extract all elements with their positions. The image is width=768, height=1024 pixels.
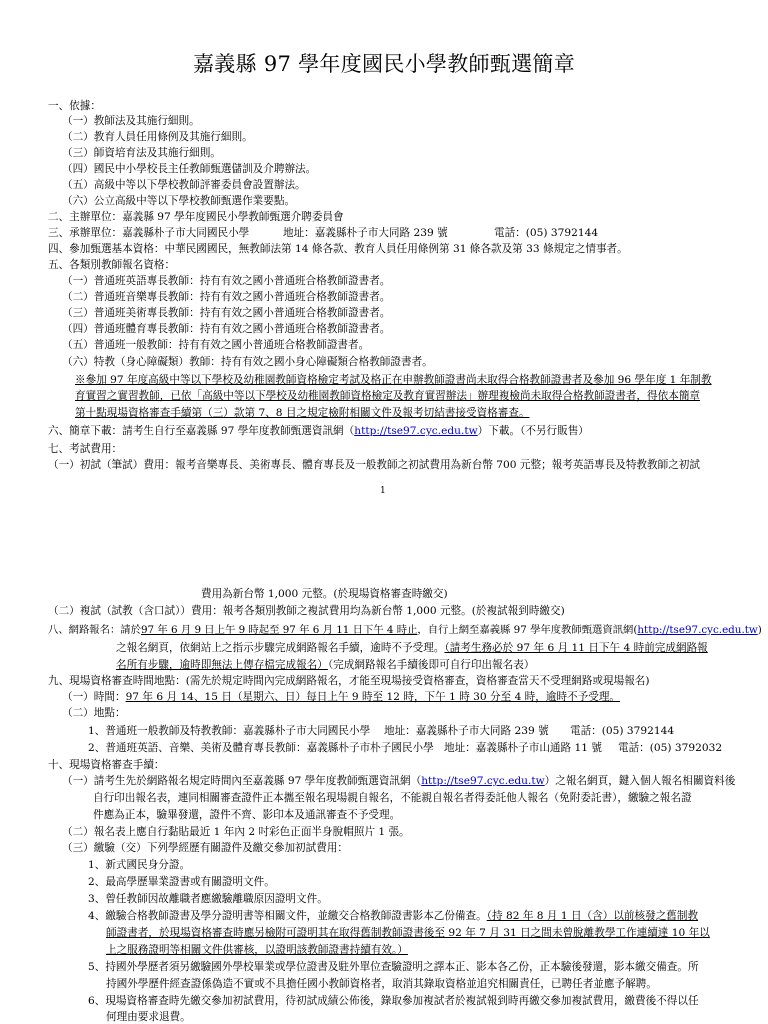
section-10-sub-6: 6、現場資格審查時先繳交參加初試費用，待初試成績公佈後，錄取參加複試者於複試報到時再繳交參加複試費用，繳費後不得以任	[88, 995, 699, 1007]
section-8-heading: 八、網路報名：	[48, 624, 121, 636]
section-7-item-1-cont: 費用為新台幣 1,000 元整。(於現場資格審查時繳交)	[201, 588, 448, 600]
section-9-time-label: （一）時間：	[62, 691, 126, 703]
section-1-item: （六）公立高級中等以下學校教師甄選作業要點。	[62, 195, 296, 207]
section-10-item-1	[62, 775, 735, 788]
section-7-item-2: （二）複試（試教（含口試））費用：報考各類別教師之複試費用均為新台幣 1,000 元整。(於複試報到時繳交)	[48, 605, 565, 617]
section-10-sub-5: 5、持國外學歷者須另繳驗國外學校畢業或學位證書及駐外單位查驗證明之譯本正、影本各乙份，正本驗後發還，影本繳交備查。所	[88, 961, 699, 973]
section-3-address: 地址：嘉義縣朴子市大同路 239 號	[283, 227, 448, 239]
section-9-heading: 九、現場資格審查時間地點：(需先於規定時間內完成網路報名，才能至現場接受資格審查，資格審查當天不受理網路或現場報名)	[48, 675, 650, 687]
section-10-heading: 十、現場資格審查手續：	[48, 759, 165, 771]
section-9-place-2-phone: 電話：(05) 3792032	[618, 742, 723, 754]
section-1-item: （三）師資培育法及其施行細則。	[62, 147, 221, 159]
section-8-text: （完成網路報名手續後即可自行印出報名表）	[327, 659, 535, 671]
section-5-item: （三）普通班美術專長教師：持有有效之國小普通班合格教師證書者。	[62, 307, 391, 319]
section-10-text: （一）請考生先於網路報名規定時間內至嘉義縣 97 學年度教師甄選資訊網（	[62, 775, 422, 787]
section-1-item: （四）國民中小學校長主任教師甄選儲訓及介聘辦法。	[62, 163, 317, 175]
section-6-text-end: ）下載。（不另行販售）	[477, 425, 589, 437]
section-10-sub-5-cont: 持國外學歷件經查證係偽造不實或不具擔任國小教師資格者，取消其錄取資格並追究相關責任，已聘任者並應予解聘。	[106, 978, 657, 990]
section-10-sub-4	[88, 910, 698, 923]
section-8-line-1	[48, 624, 762, 637]
section-10-sub-2: 2、最高學歷畢業證書或有關證明文件。	[88, 876, 275, 888]
section-9-place-2-address: 地址：嘉義縣朴子市山通路 11 號	[444, 742, 602, 754]
section-10-text: 4、繳驗合格教師證書及學分證明書等相關文件，並繳交合格教師證書影本乙份備查。	[88, 910, 487, 922]
section-5-item: （六）特教（身心障礙類）教師：持有有效之國小身心障礙類合格教師證書者。	[62, 356, 433, 368]
section-5-note-line: 第十點現場資格審查手續第（三）款第 7、8 目之規定檢附相關文件及報考切結書接受資格審查。	[75, 407, 530, 419]
section-8-line-2	[116, 642, 708, 655]
section-1-heading: 一、依據：	[48, 100, 101, 112]
section-8-line-3	[116, 659, 534, 672]
section-2-organizer: 二、主辦單位：嘉義縣 97 學年度國民小學教師甄選介聘委員會	[48, 211, 344, 223]
section-3-host: 三、承辦單位：嘉義縣朴子市大同國民小學	[48, 227, 250, 239]
section-8-text: ，自行上網至嘉義縣 97 學年度教師甄選資訊網(	[417, 624, 638, 636]
page-number: 1	[380, 486, 386, 496]
info-site-link[interactable]: http://tse97.cyc.edu.tw	[637, 624, 758, 636]
old-certificate-note: （持 82 年 8 月 1 日（含）以前核發之舊制教	[486, 910, 699, 922]
section-8-text: 之報名網頁，依網站上之指示步驟完成網路報名手續，逾時不予受理。	[116, 642, 445, 654]
section-5-item: （一）普通班英語專長教師：持有有效之國小普通班合格教師證書者。	[62, 275, 391, 287]
info-site-link[interactable]: http://tse97.cyc.edu.tw	[421, 775, 545, 787]
section-9-time-value: 97 年 6 月 14、15 日（星期六、日）每日上午 9 時至 12 時，下午 1 時 30 分至 4 時，逾時不予受理。	[125, 691, 621, 703]
section-10-item-1-cont: 件應為正本，驗畢發還，證件不齊、影印本及通訊審查不予受理。	[93, 809, 401, 821]
info-site-link[interactable]: http://tse97.cyc.edu.tw	[354, 425, 478, 437]
section-5-heading: 五、各類別教師報名資格：	[48, 259, 176, 271]
section-9-place-label: （二）地點：	[62, 707, 126, 719]
section-10-sub-1: 1、新式國民身分證。	[88, 859, 191, 871]
section-9-time	[62, 691, 620, 704]
section-9-place-1-address: 地址：嘉義縣朴子市大同路 239 號	[384, 725, 549, 737]
old-certificate-note-cont: 上之服務證明等相關文件供審核，以證明該教師證書持續有效。）	[106, 944, 408, 956]
section-5-item: （四）普通班體育專長教師：持有有效之國小普通班合格教師證書者。	[62, 323, 391, 335]
section-10-item-3: （三）繳驗（交）下列學經歷有關證件及繳交參加初試費用：	[62, 842, 349, 854]
registration-warning: （請考生務必於 97 年 6 月 11 日下午 4 時前完成網路報	[444, 642, 708, 654]
document-title: 嘉義縣 97 學年度國民小學教師甄選簡章	[192, 52, 576, 76]
section-6-download	[48, 425, 589, 438]
section-3-phone: 電話：(05) 3792144	[494, 227, 599, 239]
section-5-item: （五）普通班一般教師：持有有效之國小普通班合格教師證書者。	[62, 339, 370, 351]
section-10-item-2: （二）報名表上應自行黏貼最近 1 年內 2 吋彩色正面半身脫帽照片 1 張。	[62, 826, 410, 838]
section-9-place-2: 2、普通班英語、音樂、美術及體育專長教師：嘉義縣朴子市朴子國民小學	[88, 742, 434, 754]
section-1-item: （五）高級中等以下學校教師評審委員會設置辦法。	[62, 179, 306, 191]
section-6-text: 六、簡章下載：請考生自行至嘉義縣 97 學年度教師甄選資訊網（	[48, 425, 355, 437]
section-10-sub-3: 3、曾任教師因故離職者應繳驗離職原因證明文件。	[88, 893, 328, 905]
section-9-place-1-phone: 電話：(05) 3792144	[570, 725, 675, 737]
old-certificate-note-cont: 師證書者，於現場資格審查時應另檢附可證明其在取得舊制教師證書後至 92 年 7 月 31 日之間未曾脫離教學工作連續達 10 年以	[106, 927, 710, 939]
section-5-item: （二）普通班音樂專長教師：持有有效之國小普通班合格教師證書者。	[62, 291, 391, 303]
section-1-item: （二）教育人員任用條例及其施行細則。	[62, 131, 253, 143]
section-10-sub-6-cont: 何理由要求退費。	[106, 1011, 191, 1023]
section-7-item-1: （一）初試（筆試）費用：報考音樂專長、美術專長、體育專長及一般教師之初試費用為新台幣 700 元整；報考英語專長及特教教師之初試	[48, 459, 700, 471]
section-1-item: （一）教師法及其施行細則。	[62, 115, 200, 127]
section-7-heading: 七、考試費用：	[48, 443, 123, 455]
registration-warning-cont: 名所有步驟，逾時即無法上傳存檔完成報名）	[116, 659, 328, 671]
section-9-place-1: 1、普通班一般教師及特教教師：嘉義縣朴子市大同國民小學	[88, 725, 371, 737]
registration-period: 97 年 6 月 9 日上午 9 時起至 97 年 6 月 11 日下午 4 時止	[140, 624, 418, 636]
section-5-note-line: 育實習之實習教師，已依「高級中等以下學校及幼稚園教師資格檢定及教育實習辦法」辦理複檢尚未取得合格教師證書者，得依本簡章	[75, 390, 701, 402]
section-5-note-line: ※參加 97 年度高級中等以下學校及幼稚園教師資格檢定考試及格正在申辦教師證書尚未取得合格教師證書者及參加 96 學年度 1 年制教	[75, 374, 712, 386]
section-8-text: 請於	[120, 624, 141, 636]
section-4-eligibility: 四、參加甄選基本資格：中華民國國民，無教師法第 14 條各款、教育人員任用條例第 31 條各款及第 33 條規定之情事者。	[48, 243, 628, 255]
section-8-text: )	[757, 624, 762, 636]
section-10-text: ）之報名網頁，鍵入個人報名相關資料後	[544, 775, 736, 787]
section-10-item-1-cont: 自行印出報名表，連同相關審查證件正本攜至報名現場親自報名，不能親自報名者得委託他人報名（免附委託書），繳驗之報名證	[93, 792, 692, 804]
